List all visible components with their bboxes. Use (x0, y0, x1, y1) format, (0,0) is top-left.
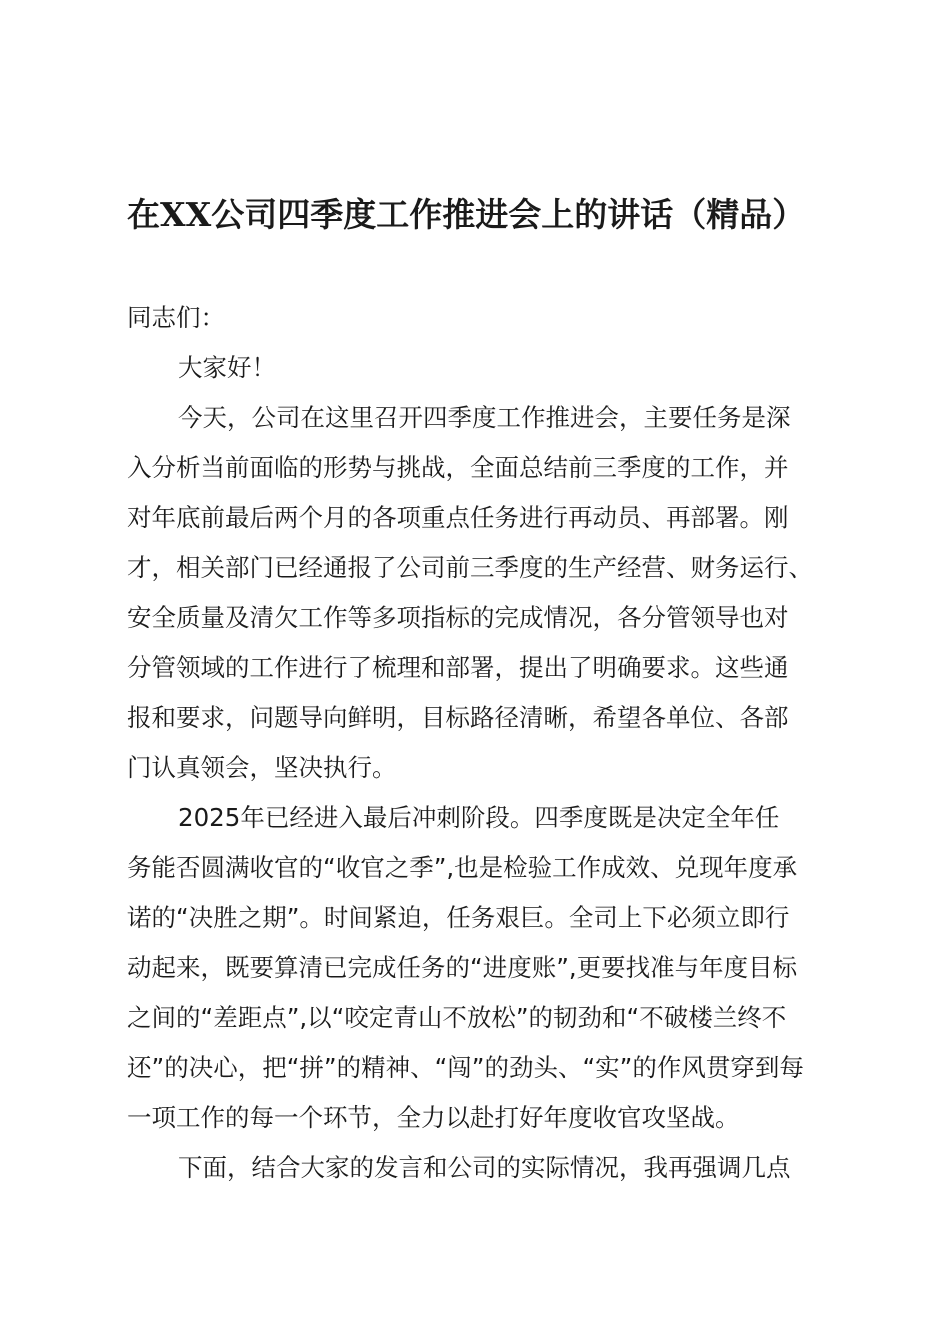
paragraph-line: 对年底前最后两个月的各项重点任务进行再动员、再部署。刚 (127, 503, 789, 532)
paragraph-line: 务能否圆满收官的“收官之季”,也是检验工作成效、兑现年度承 (127, 853, 798, 882)
paragraph-line: 今天，公司在这里召开四季度工作推进会，主要任务是深 (178, 403, 791, 432)
paragraph-closing (127, 1143, 847, 1193)
paragraph-line: 分管领域的工作进行了梳理和部署，提出了明确要求。这些通 (127, 653, 789, 682)
paragraph-line: 大家好！ (178, 353, 276, 382)
paragraph-opening (127, 393, 847, 793)
paragraph-line: 入分析当前面临的形势与挑战，全面总结前三季度的工作，并 (127, 453, 789, 482)
paragraph-line: 报和要求，问题导向鲜明，目标路径清晰，希望各单位、各部 (127, 703, 789, 732)
paragraph-line: 下面，结合大家的发言和公司的实际情况，我再强调几点 (178, 1153, 791, 1182)
paragraph-sprint (127, 793, 847, 1143)
salutation: 同志们： (127, 303, 225, 332)
document-body (127, 293, 847, 1193)
paragraph-line: 之间的“差距点”,以“咬定青山不放松”的韧劲和“不破楼兰终不 (127, 1003, 787, 1032)
paragraph-line: 一项工作的每一个环节，全力以赴打好年度收官攻坚战。 (127, 1103, 740, 1132)
document-title: 在XX公司四季度工作推进会上的讲话（精品） (127, 195, 806, 234)
paragraph-line: 安全质量及清欠工作等多项指标的完成情况，各分管领导也对 (127, 603, 789, 632)
paragraph-line: 动起来，既要算清已完成任务的“进度账”,更要找准与年度目标 (127, 953, 798, 982)
paragraph-line: 才，相关部门已经通报了公司前三季度的生产经营、财务运行、 (127, 553, 813, 582)
paragraph-line: 门认真领会，坚决执行。 (127, 753, 397, 782)
paragraph-line: 2025年已经进入最后冲刺阶段。四季度既是决定全年任 (178, 803, 780, 832)
paragraph-line: 还”的决心，把“拼”的精神、“闯”的劲头、“实”的作风贯穿到每 (127, 1053, 804, 1082)
paragraph-line: 诺的“决胜之期”。时间紧迫，任务艰巨。全司上下必须立即行 (127, 903, 790, 932)
paragraph-greeting (127, 343, 847, 393)
